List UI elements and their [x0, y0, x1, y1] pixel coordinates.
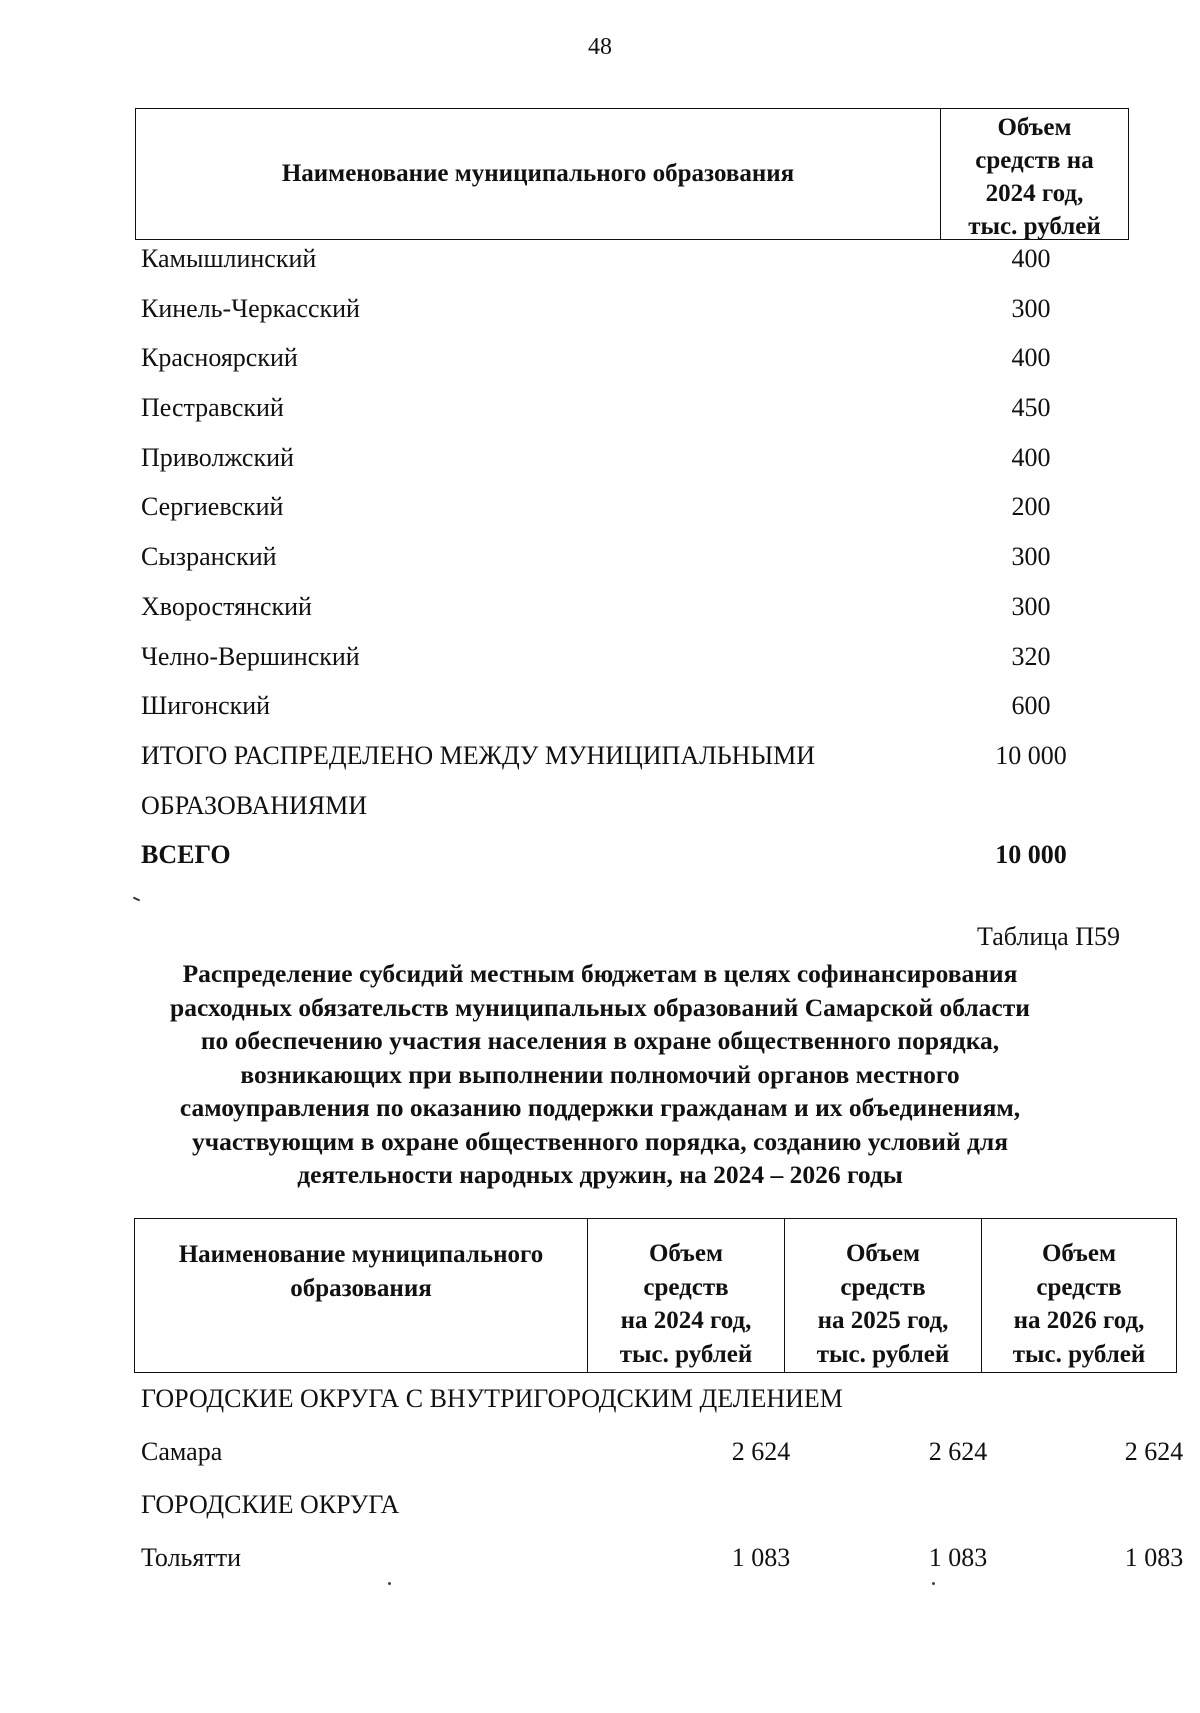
row-name: Пестравский	[141, 393, 284, 423]
total-distributed-value: 10 000	[995, 740, 1067, 770]
row-name: Тольятти	[141, 1543, 242, 1572]
row-name: Сызранский	[141, 542, 277, 572]
total-distributed-label-cont: ОБРАЗОВАНИЯМИ	[141, 790, 368, 820]
header-line: тыс. рублей	[816, 1340, 950, 1368]
header-2024-cell	[588, 1219, 785, 1372]
table-caption	[120, 957, 1080, 1192]
scan-speck	[932, 1582, 935, 1585]
header-line: Объем	[1041, 1240, 1117, 1267]
row-value: 300	[1011, 542, 1051, 572]
row-value: 450	[1011, 393, 1051, 423]
header-line: образования	[290, 1274, 432, 1302]
row-name: Сергиевский	[141, 492, 284, 522]
table-row	[141, 389, 1131, 439]
row-name: Шигонский	[141, 691, 271, 721]
table-row	[141, 687, 1131, 737]
header-line: на 2025 год,	[817, 1307, 949, 1334]
table-row	[141, 588, 1131, 638]
section-row	[141, 1486, 1171, 1539]
header-line: средств	[840, 1273, 926, 1301]
row-name: Приволжский	[141, 442, 294, 472]
row-value: 400	[1011, 442, 1051, 472]
header-line: 2024 год,	[985, 180, 1084, 207]
table-row	[141, 1539, 1184, 1592]
table-row	[141, 240, 1131, 290]
caption-line: расходных обязательств муниципальных образований Самарской области	[170, 992, 1030, 1022]
header-line: тыс. рублей	[968, 213, 1101, 240]
grand-total-value: 10 000	[995, 840, 1067, 870]
table-row	[141, 439, 1131, 489]
value-2026: 2 624	[1124, 1437, 1184, 1466]
total-distributed-row	[141, 737, 1131, 787]
row-name: Челно-Вершинский	[141, 641, 360, 671]
value-2025: 2 624	[928, 1437, 988, 1466]
table-row	[141, 638, 1131, 688]
section-heading: ГОРОДСКИЕ ОКРУГА	[141, 1490, 400, 1519]
header-line: средств	[1036, 1273, 1122, 1301]
header-2026-cell	[982, 1219, 1176, 1372]
table-row	[141, 538, 1131, 588]
table-row	[141, 1433, 1184, 1486]
header-name-cell	[135, 1219, 588, 1372]
scan-speck	[388, 1582, 391, 1585]
row-value: 200	[1011, 492, 1051, 522]
header-line: Объем	[648, 1240, 724, 1267]
section-heading: ГОРОДСКИЕ ОКРУГА С ВНУТРИГОРОДСКИМ ДЕЛЕНИЕМ	[141, 1384, 843, 1413]
header-line: Объем	[997, 114, 1072, 141]
row-name: Красноярский	[141, 343, 298, 373]
page-number: 48	[588, 34, 612, 60]
table1-header	[135, 108, 1129, 240]
table-row	[141, 488, 1131, 538]
header-line: средств	[643, 1273, 729, 1301]
caption-line: участвующим в охране общественного порядка, созданию условий для	[191, 1126, 1009, 1156]
value-2025: 1 083	[928, 1543, 988, 1572]
scan-mark	[133, 897, 140, 902]
caption-line: Распределение субсидий местным бюджетам в целях софинансирования	[182, 959, 1018, 988]
table1-header-amount	[941, 109, 1128, 239]
caption-line: деятельности народных дружин, на 2024 – 2026 годы	[297, 1160, 903, 1189]
table2-header	[134, 1218, 1177, 1373]
total-distributed-row-cont	[141, 787, 1131, 837]
row-name: Кинель-Черкасский	[141, 293, 360, 323]
header-2025-cell	[785, 1219, 982, 1372]
header-line: Наименование муниципального	[178, 1241, 544, 1268]
table1-body	[141, 240, 1131, 886]
table-row	[141, 339, 1131, 389]
row-value: 300	[1011, 293, 1051, 323]
caption-line: по обеспечению участия населения в охране общественного порядка,	[200, 1026, 1000, 1055]
value-2024: 1 083	[731, 1543, 791, 1572]
header-line: тыс. рублей	[619, 1340, 753, 1368]
header-line: средств на	[975, 147, 1094, 174]
caption-line: самоуправления по оказанию поддержки гражданам и их объединениям,	[179, 1093, 1021, 1122]
table-row	[141, 290, 1131, 340]
section-row	[141, 1380, 1171, 1433]
header-line: Объем	[845, 1240, 921, 1267]
header-line: на 2024 год,	[620, 1307, 752, 1334]
row-value: 600	[1011, 691, 1051, 721]
row-value: 300	[1011, 591, 1051, 621]
row-value: 400	[1011, 244, 1051, 273]
table2-body	[141, 1380, 1184, 1592]
row-name: Камышлинский	[141, 244, 317, 273]
header-line: тыс. рублей	[1012, 1340, 1146, 1368]
grand-total-row	[141, 836, 1131, 886]
row-name: Хворостянский	[141, 591, 312, 621]
row-name: Самара	[141, 1437, 223, 1466]
row-value: 400	[1011, 343, 1051, 373]
grand-total-label: ВСЕГО	[141, 840, 231, 870]
caption-line: возникающих при выполнении полномочий органов местного	[240, 1059, 960, 1089]
value-2026: 1 083	[1124, 1543, 1184, 1572]
header-line: на 2026 год,	[1013, 1307, 1145, 1334]
table-label: Таблица П59	[977, 922, 1120, 951]
value-2024: 2 624	[731, 1437, 791, 1466]
table1-header-name: Наименование муниципального образования	[136, 109, 941, 239]
total-distributed-label: ИТОГО РАСПРЕДЕЛЕНО МЕЖДУ МУНИЦИПАЛЬНЫМИ	[141, 740, 816, 770]
row-value: 320	[1011, 641, 1051, 671]
